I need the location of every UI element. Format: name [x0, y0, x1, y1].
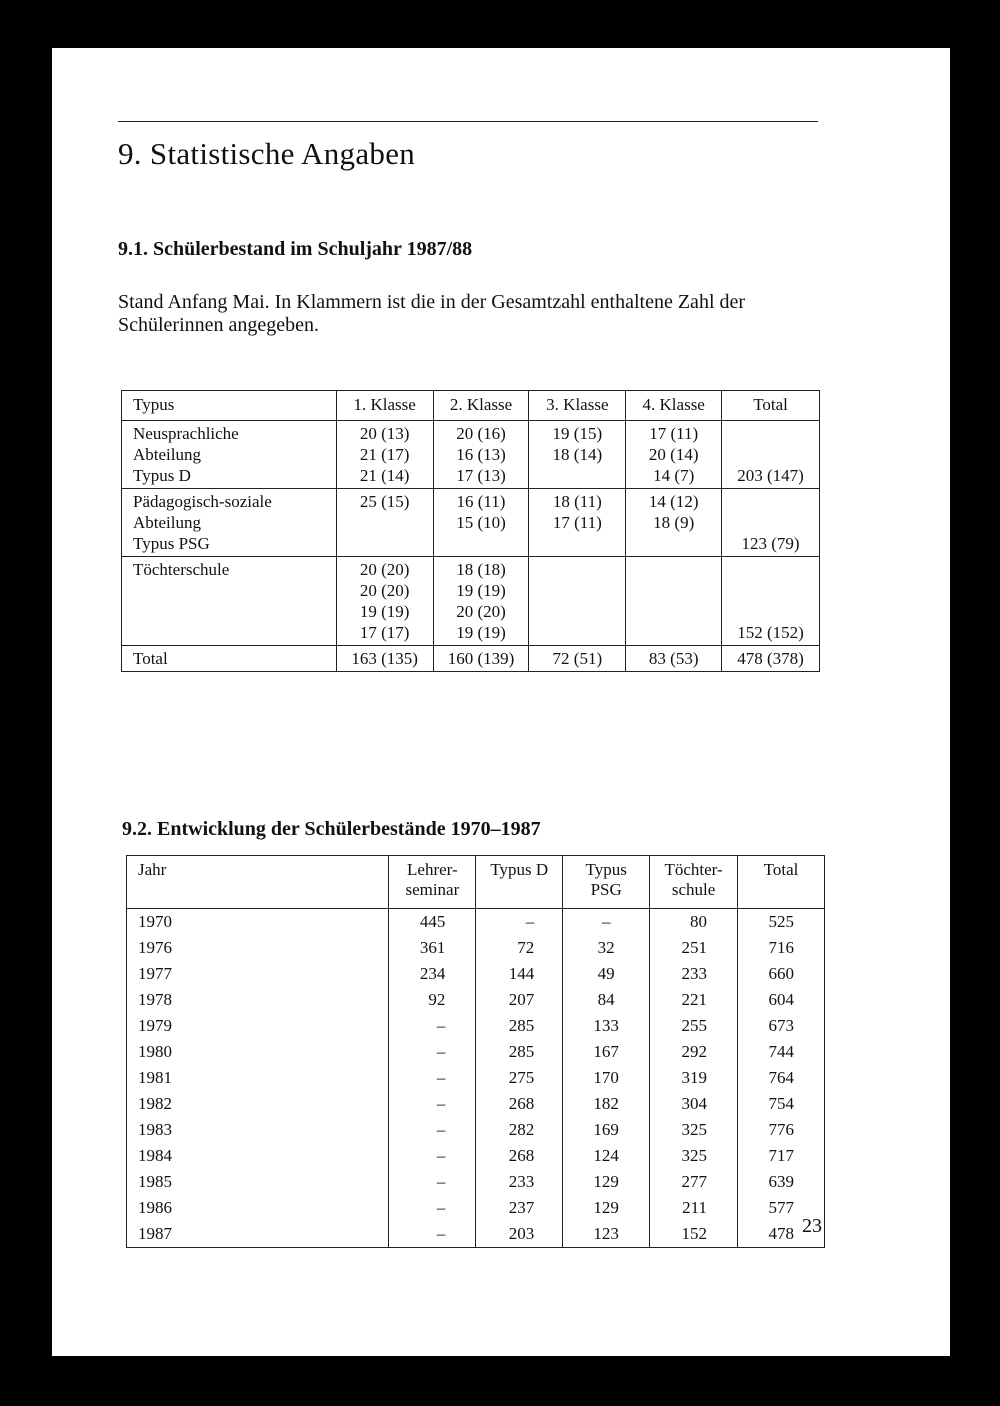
table-cell: 123 (79): [722, 489, 820, 557]
year-cell: 1984: [127, 1143, 389, 1169]
table-cell: 20 (13) 21 (17) 21 (14): [336, 421, 433, 489]
table-cell: 478 (378): [722, 646, 820, 672]
document-page: [52, 48, 950, 1356]
table-cell: 744: [738, 1039, 825, 1065]
header-cell: 2. Klasse: [433, 391, 529, 421]
table-cell: –: [389, 1195, 476, 1221]
table-row: [127, 1221, 825, 1248]
table-cell: 133: [563, 1013, 650, 1039]
table-cell: 129: [563, 1169, 650, 1195]
header-rule: [118, 121, 818, 122]
table-row: [127, 1091, 825, 1117]
table-cell: 84: [563, 987, 650, 1013]
table-cell: 80: [650, 909, 738, 936]
table-row: [122, 557, 820, 646]
table-cell: 207: [476, 987, 563, 1013]
table-cell: 32: [563, 935, 650, 961]
page-number: 23: [802, 1215, 822, 1237]
table-cell: 123: [563, 1221, 650, 1248]
table-cell: 160 (139): [433, 646, 529, 672]
table-cell: –: [389, 1039, 476, 1065]
table-header-row: [122, 391, 820, 421]
table-row: [127, 909, 825, 936]
year-cell: 1970: [127, 909, 389, 936]
intro-paragraph: Stand Anfang Mai. In Klammern ist die in der Gesamtzahl enthaltene Zahl der Schülerinnen angegeben.: [118, 291, 746, 336]
table-cell: 19 (15) 18 (14): [529, 421, 626, 489]
table-cell: 325: [650, 1143, 738, 1169]
header-cell: Töchter- schule: [650, 856, 738, 909]
table-cell: 203 (147): [722, 421, 820, 489]
table-cell: 776: [738, 1117, 825, 1143]
table-cell: 292: [650, 1039, 738, 1065]
table-cell: –: [389, 1143, 476, 1169]
table-cell: 285: [476, 1039, 563, 1065]
table-cell: 18 (11) 17 (11): [529, 489, 626, 557]
table-cell: 83 (53): [626, 646, 722, 672]
table-cell: 233: [650, 961, 738, 987]
table-cell: 14 (12) 18 (9): [626, 489, 722, 557]
enrollment-table-1987-88: [121, 390, 820, 672]
year-cell: 1983: [127, 1117, 389, 1143]
table-cell: 49: [563, 961, 650, 987]
table-cell: 445: [389, 909, 476, 936]
table-cell: 577: [738, 1195, 825, 1221]
year-cell: 1980: [127, 1039, 389, 1065]
table-cell: –: [476, 909, 563, 936]
table-cell: 129: [563, 1195, 650, 1221]
header-cell: Jahr: [127, 856, 389, 909]
table-cell: 20 (20) 20 (20) 19 (19) 17 (17): [336, 557, 433, 646]
enrollment-history-table: [126, 855, 825, 1248]
table-cell: 639: [738, 1169, 825, 1195]
table-cell: 325: [650, 1117, 738, 1143]
table-cell: 167: [563, 1039, 650, 1065]
table-cell: [529, 557, 626, 646]
header-cell: 3. Klasse: [529, 391, 626, 421]
table-cell: 234: [389, 961, 476, 987]
table-cell: –: [389, 1065, 476, 1091]
table-cell: 17 (11) 20 (14) 14 (7): [626, 421, 722, 489]
table-row: [127, 1013, 825, 1039]
table-cell: 211: [650, 1195, 738, 1221]
table-cell: 18 (18) 19 (19) 20 (20) 19 (19): [433, 557, 529, 646]
table-cell: 20 (16) 16 (13) 17 (13): [433, 421, 529, 489]
table-cell: 268: [476, 1143, 563, 1169]
table-cell: 754: [738, 1091, 825, 1117]
table-row: [122, 421, 820, 489]
table-row: [127, 1195, 825, 1221]
header-cell: Total: [722, 391, 820, 421]
table-row: [127, 935, 825, 961]
table-cell: –: [389, 1013, 476, 1039]
table-cell: 478: [738, 1221, 825, 1248]
table-cell: 282: [476, 1117, 563, 1143]
table-cell: 673: [738, 1013, 825, 1039]
row-label: Töchterschule: [122, 557, 337, 646]
table-cell: 237: [476, 1195, 563, 1221]
header-cell: Typus PSG: [563, 856, 650, 909]
year-cell: 1976: [127, 935, 389, 961]
table-cell: 716: [738, 935, 825, 961]
header-cell: 4. Klasse: [626, 391, 722, 421]
table-cell: 152: [650, 1221, 738, 1248]
table-cell: 285: [476, 1013, 563, 1039]
table-row: [122, 489, 820, 557]
table-cell: 660: [738, 961, 825, 987]
table-row: [127, 1065, 825, 1091]
year-cell: 1985: [127, 1169, 389, 1195]
table-cell: –: [389, 1117, 476, 1143]
table-cell: 717: [738, 1143, 825, 1169]
table-cell: 764: [738, 1065, 825, 1091]
year-cell: 1982: [127, 1091, 389, 1117]
table-cell: –: [389, 1169, 476, 1195]
year-cell: 1978: [127, 987, 389, 1013]
year-cell: 1979: [127, 1013, 389, 1039]
table-cell: 16 (11) 15 (10): [433, 489, 529, 557]
year-cell: 1977: [127, 961, 389, 987]
table-cell: –: [389, 1221, 476, 1248]
section-title-9-2: 9.2. Entwicklung der Schülerbestände 1970–1987: [122, 818, 541, 840]
table-row: [127, 987, 825, 1013]
year-cell: 1987: [127, 1221, 389, 1248]
table-cell: [626, 557, 722, 646]
table-cell: 604: [738, 987, 825, 1013]
table-cell: 92: [389, 987, 476, 1013]
chapter-title: 9. Statistische Angaben: [118, 136, 416, 171]
table-cell: –: [563, 909, 650, 936]
header-cell: Total: [738, 856, 825, 909]
table-row: [127, 1117, 825, 1143]
table-cell: 255: [650, 1013, 738, 1039]
table-cell: 361: [389, 935, 476, 961]
table-cell: 277: [650, 1169, 738, 1195]
table-cell: 268: [476, 1091, 563, 1117]
table-cell: 144: [476, 961, 563, 987]
table-cell: 221: [650, 987, 738, 1013]
row-label: Neusprachliche Abteilung Typus D: [122, 421, 337, 489]
table-cell: 72 (51): [529, 646, 626, 672]
row-label: Pädagogisch-soziale Abteilung Typus PSG: [122, 489, 337, 557]
table-row: [122, 646, 820, 672]
table-cell: 319: [650, 1065, 738, 1091]
table-cell: 182: [563, 1091, 650, 1117]
table-row: [127, 1039, 825, 1065]
table-cell: 72: [476, 935, 563, 961]
table-cell: 304: [650, 1091, 738, 1117]
table-row: [127, 961, 825, 987]
table-cell: 203: [476, 1221, 563, 1248]
table-cell: 25 (15): [336, 489, 433, 557]
header-cell: Lehrer- seminar: [389, 856, 476, 909]
table-cell: –: [389, 1091, 476, 1117]
table-cell: 525: [738, 909, 825, 936]
table-cell: 169: [563, 1117, 650, 1143]
table-row: [127, 1143, 825, 1169]
year-cell: 1986: [127, 1195, 389, 1221]
table-cell: 251: [650, 935, 738, 961]
header-cell: 1. Klasse: [336, 391, 433, 421]
table-cell: 124: [563, 1143, 650, 1169]
table-row: [127, 1169, 825, 1195]
row-label: Total: [122, 646, 337, 672]
header-cell: Typus D: [476, 856, 563, 909]
table-cell: 275: [476, 1065, 563, 1091]
table-header-row: [127, 856, 825, 909]
table-cell: 170: [563, 1065, 650, 1091]
section-title-9-1: 9.1. Schülerbestand im Schuljahr 1987/88: [118, 238, 473, 260]
table-cell: 163 (135): [336, 646, 433, 672]
table-cell: 152 (152): [722, 557, 820, 646]
header-cell: Typus: [122, 391, 337, 421]
year-cell: 1981: [127, 1065, 389, 1091]
table-cell: 233: [476, 1169, 563, 1195]
